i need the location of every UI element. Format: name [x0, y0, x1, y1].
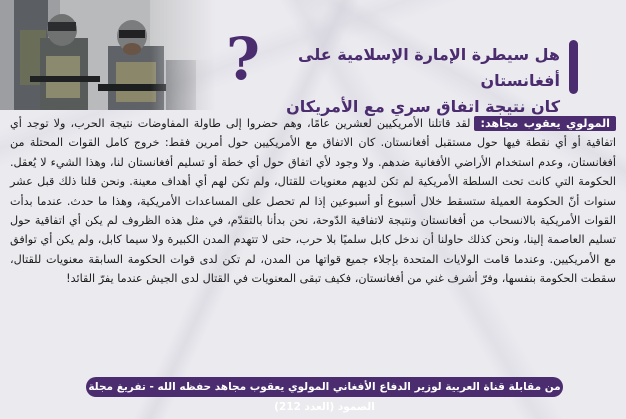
title-line-2: كان نتيجة اتفاق سري مع الأمريكان: [286, 97, 560, 116]
title-accent-bar: [569, 40, 578, 94]
soldiers-photo: [0, 0, 215, 110]
speaker-label: المولوي يعقوب مجاهد:: [474, 116, 616, 131]
question-mark-icon: ?: [226, 25, 260, 93]
title-line-1: هل سيطرة الإمارة الإسلامية على أفغانستان: [298, 45, 560, 90]
page-title: [230, 42, 560, 120]
body-text: لقد قاتلنا الأمريكيين لعشرين عامًا، وهم حضروا إلى طاولة المفاوضات نتيجة الحرب، ولا توجد أي اتفاقية أو أي نقطة فيها حول مستقبل أفغانستان. كان الاتفاق مع الأمريكيين حول أمرين فقط: خروج كامل القوات المحتلة من أفغانستان، وعدم استخدام الأراضي الأفغانية ضدهم. ولا وجود لأي اتفاق حول أي خطة أو تسليم أفغانستان لنا، وهذا الشيء لا يُعقل. الحكومة التي كانت تحت السلطة الأمريكية لم تكن لديهم معنويات للقتال، ولم تكن لهم أي أهداف معينة. ونحن قلنا ذلك قبل عشر سنوات أنّ الحكومة العميلة ستسقط خلال أسبوع أو أسبوعين إذا لم تحصل على المساعدات الأمريكية، وهذا ما حدث. عندما بدأت القوات الأمريكية بالانسحاب من أفغانستان ونتيجة لاتفاقية الدّوحة، نحن بدأنا بالتقدّم، في مثل هذه الظروف لم يكن أي اتفاقية حول تسليم العاصمة إلينا، ونحن كذلك حاولنا أن ندخل كابل سلميًا بلا حرب، حتى لا تتهدم المدن الكبيرة ولا سيما كابل، ولم يكن أي توافق مع الأمريكيين. وعندما قامت الولايات المتحدة بإجلاء جميع قواتها من المدن، لم تكن لدى قوات الحكومة السابقة معنويات للقتال، سقطت الحكومة بنفسها، وفرّ أشرف غني من أفغانستان، فكيف تبقى المعنويات في القتال لدى الجيش عندما يفرّ القائد!: [10, 117, 616, 286]
source-footer: من مقابلة قناة العربية لوزير الدفاع الأفغاني المولوي يعقوب مجاهد حفظه الله - تفريغ مجلة الصمود (العدد 212): [86, 377, 563, 397]
article-body: [10, 114, 616, 289]
